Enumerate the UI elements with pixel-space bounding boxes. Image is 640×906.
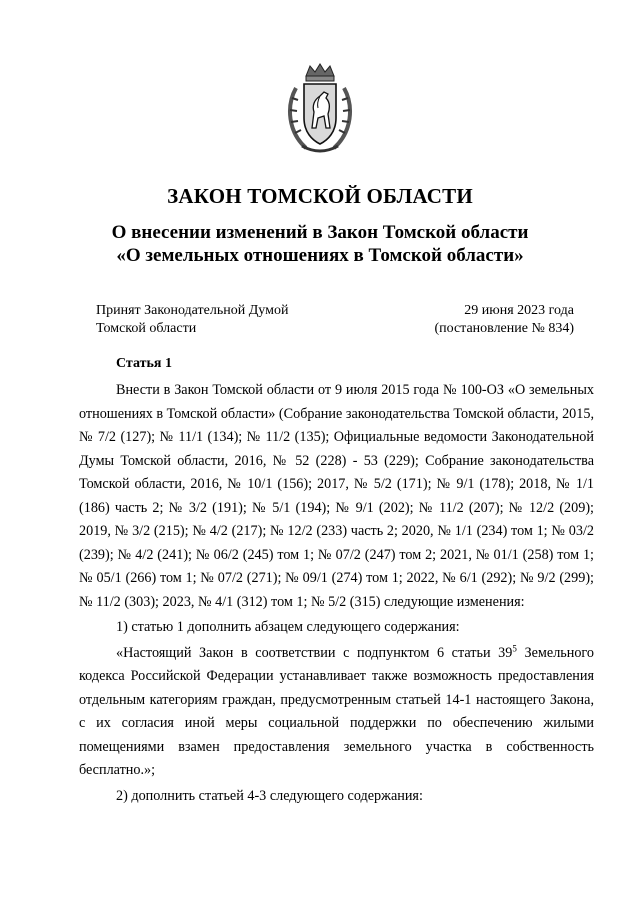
quoted-paragraph bbox=[79, 642, 594, 783]
quote-superscript: 5 bbox=[512, 642, 517, 653]
coat-of-arms-icon bbox=[284, 62, 356, 158]
item-1: 1) статью 1 дополнить абзацем следующего содержания: bbox=[116, 619, 460, 635]
law-title: ЗАКОН ТОМСКОЙ ОБЛАСТИ bbox=[167, 184, 473, 208]
article-heading: Статья 1 bbox=[116, 356, 172, 371]
resolution-number: (постановление № 834) bbox=[434, 321, 574, 336]
quote-part2: Земельного кодекса Российской Федерации устанавливает также возможность предоставления отдельным категориям граждан, предусмотренным статьей 14-1 настоящего Закона, с их согласия иной меры социальной поддержки по обеспечению жилыми помещениями взамен предоставления земельного участка в собственность бесплатно.»; bbox=[79, 644, 594, 778]
law-subtitle-line2: «О земельных отношениях в Томской области» bbox=[116, 245, 524, 266]
adoption-body bbox=[96, 302, 288, 338]
adoption-body-line1: Принят Законодательной Думой bbox=[96, 303, 289, 318]
adoption-body-line2: Томской области bbox=[96, 321, 197, 336]
adoption-date bbox=[434, 302, 574, 338]
law-subtitle-line1: О внесении изменений в Закон Томской области bbox=[111, 222, 529, 243]
adoption-date-line: 29 июня 2023 года bbox=[464, 303, 574, 318]
quote-part1: «Настоящий Закон в соответствии с подпунктом 6 статьи 39 bbox=[116, 644, 513, 661]
article-body bbox=[79, 379, 594, 808]
item-2: 2) дополнить статьей 4-3 следующего содержания: bbox=[116, 787, 423, 804]
paragraph-amendments: Внести в Закон Томской области от 9 июля 2015 года № 100-ОЗ «О земельных отношениях в Томской области» (Собрание законодательства Томской области, 2015, № 7/2 (127); № 11/1 (134); № 11/2 (135); Официальные ведомости Законодательной Думы Томской области, 2016, № 52 (228) - 53 (229); Собрание законодательства Томской области, 2016, № 10/1 (156); 2017, № 5/2 (171); № 9/1 (178); 2018, № 1/1 (186) часть 2; № 3/2 (191); № 5/1 (194); № 9/1 (202); № 11/2 (207); № 12/2 (209); 2019, № 3/2 (215); № 4/2 (217); № 12/2 (233) часть 2; 2020, № 1/1 (234) том 1; № 03/2 (239); № 4/2 (241); № 06/2 (245) том 1; № 07/2 (247) том 2; 2021, № 01/1 (258) том 1; № 05/1 (266) том 1; № 07/2 (271); № 09/1 (274) том 1; 2022, № 6/1 (292); № 9/2 (299); № 11/2 (303); 2023, № 4/1 (312) том 1; № 5/2 (315) следующие изменения: bbox=[79, 382, 594, 610]
